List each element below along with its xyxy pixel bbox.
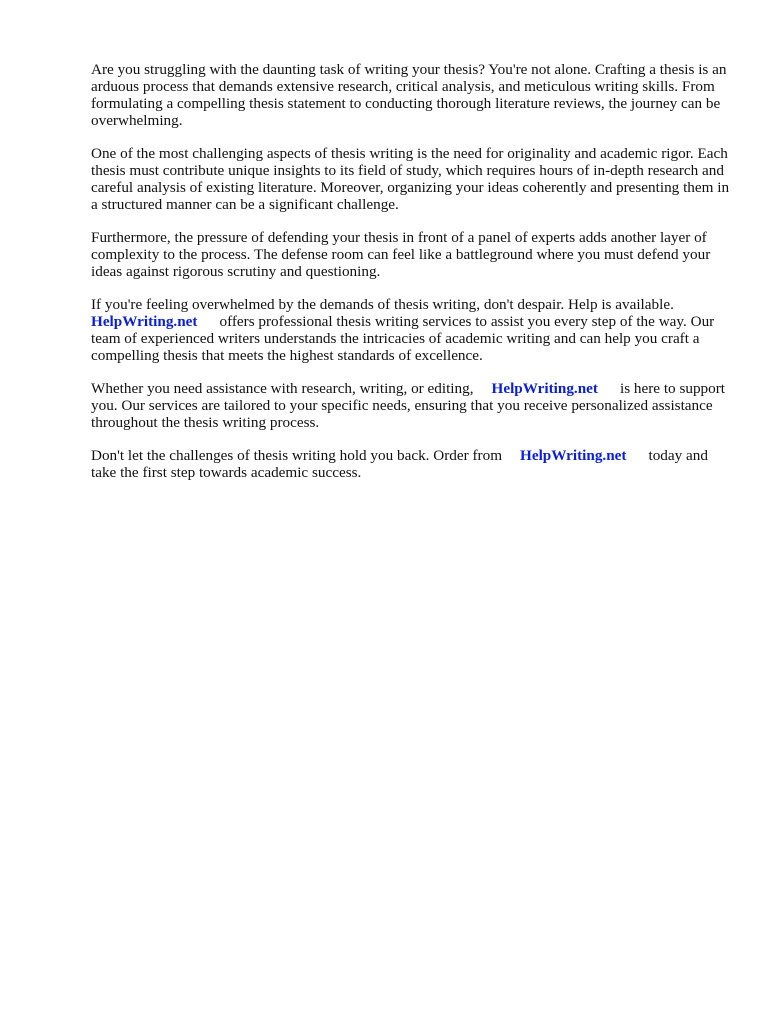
helpwriting-link-3[interactable]: HelpWriting.net [520, 447, 627, 464]
paragraph-challenges: One of the most challenging aspects of thesis writing is the need for originality and academic rigor. Each thesis must contribute unique insights to its field of study, which requires hours of in-depth research and careful analysis of existing literature. Moreover, organizing your ideas coherently and presenting them in a structured manner can be a significant challenge. [91, 145, 730, 213]
document-body [91, 61, 731, 497]
paragraph-help [91, 296, 731, 364]
paragraph-assistance [91, 380, 731, 431]
paragraph-defense: Furthermore, the pressure of defending your thesis in front of a panel of experts adds another layer of complexity to the process. The defense room can feel like a battleground where you must defend your ideas against rigorous scrutiny and questioning. [91, 229, 711, 280]
paragraph-intro: Are you struggling with the daunting task of writing your thesis? You're not alone. Crafting a thesis is an arduous process that demands extensive research, critical analysis, and meticulous writing skills. From formulating a compelling thesis statement to conducting thorough literature reviews, the journey can be overwhelming. [91, 61, 727, 129]
paragraph-assistance-text-before: Whether you need assistance with research, writing, or editing, [91, 380, 474, 397]
paragraph-help-text-before: If you're feeling overwhelmed by the demands of thesis writing, don't despair. Help is available. [91, 296, 674, 313]
paragraph-order [91, 447, 731, 481]
paragraph-order-text-before: Don't let the challenges of thesis writing hold you back. Order from [91, 447, 503, 464]
paragraph-order-text-after: today and take the first step towards academic success. [91, 447, 708, 481]
helpwriting-link-2[interactable]: HelpWriting.net [491, 380, 598, 397]
paragraph-help-text-after: offers professional thesis writing services to assist you every step of the way. Our team of experienced writers understands the intricacies of academic writing and can help you craft a compelling thesis that meets the highest standards of excellence. [91, 313, 715, 364]
helpwriting-link-1[interactable]: HelpWriting.net [91, 313, 198, 330]
paragraph-assistance-text-after: is here to support you. Our services are tailored to your specific needs, ensuring that you receive personalized assistance throughout the thesis writing process. [91, 380, 726, 431]
